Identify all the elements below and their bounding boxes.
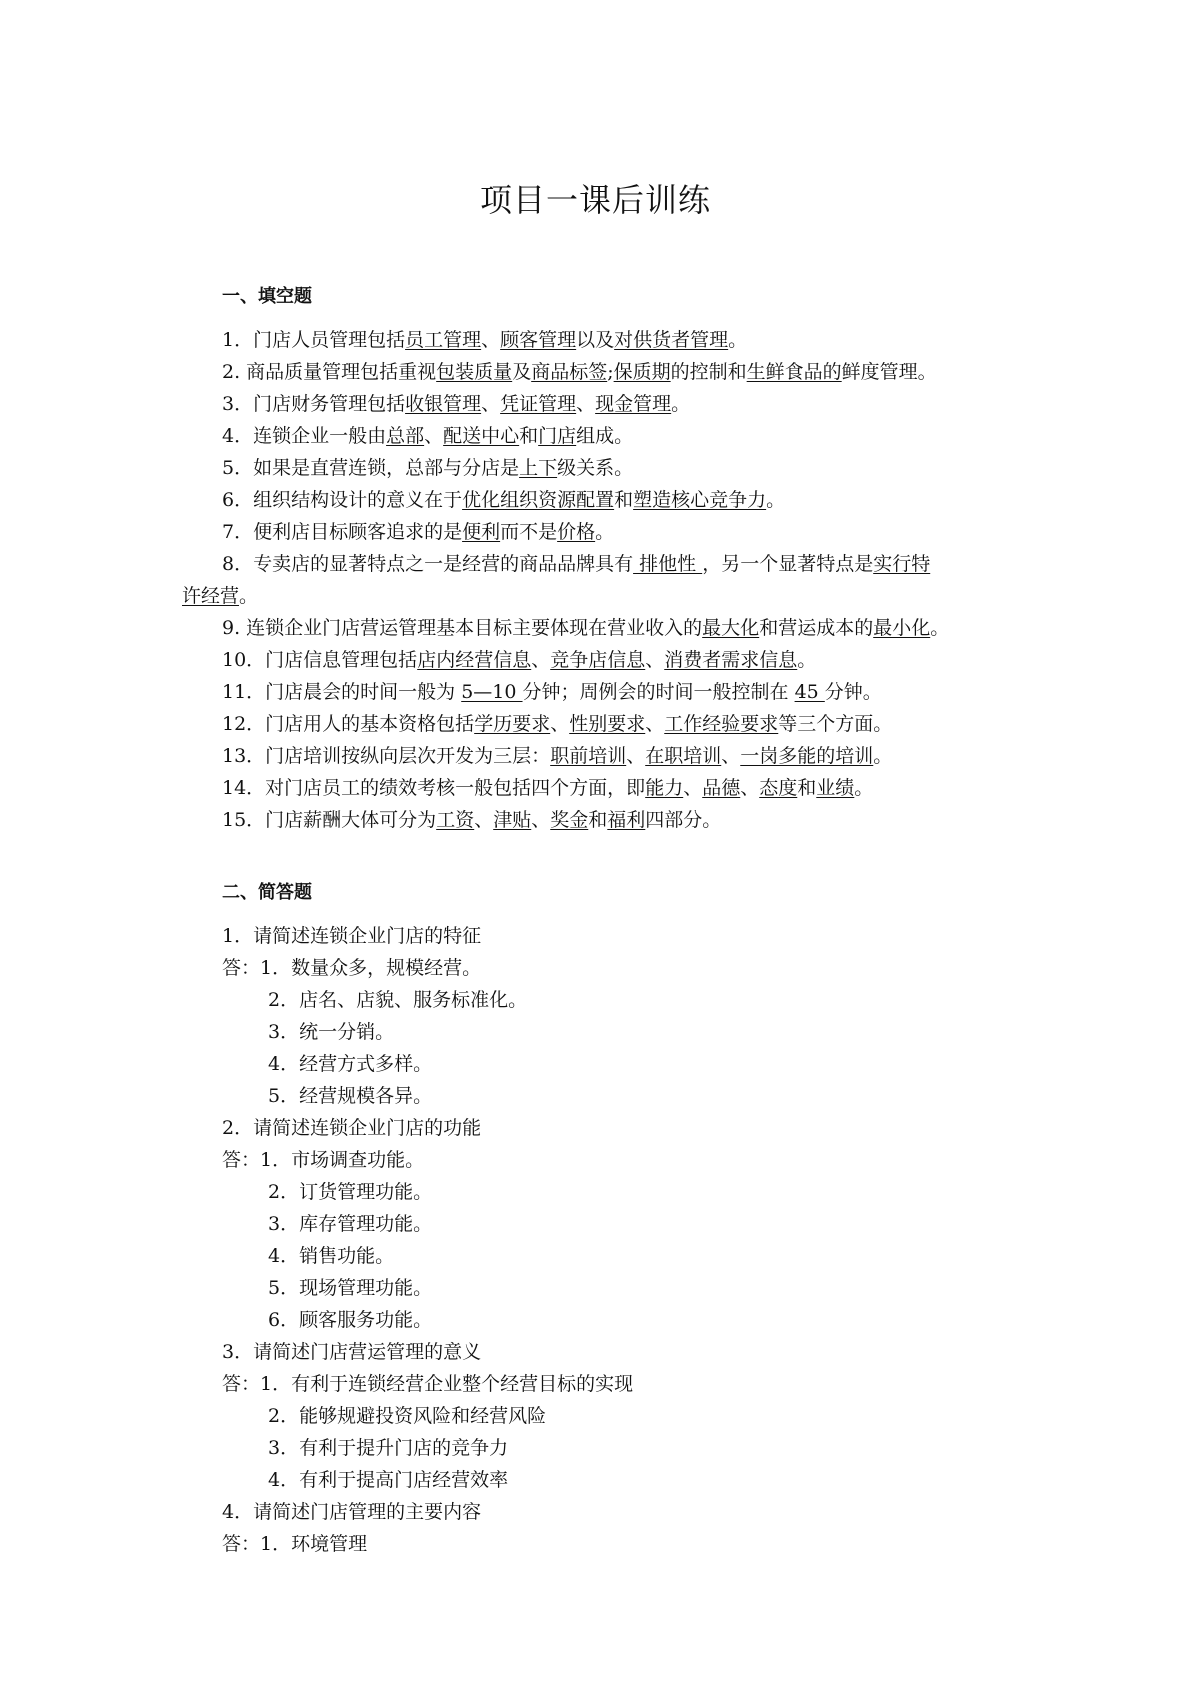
sa-answer-2-4: 4．销售功能。: [268, 1245, 395, 1267]
question-3: 3．门店财务管理包括收银管理、凭证管理、现金管理。: [222, 393, 691, 415]
sa-question-2: 2．请简述连锁企业门店的功能: [222, 1117, 482, 1139]
question-2: 2. 商品质量管理包括重视包装质量及商品标签;保质期的控制和生鲜食品的鲜度管理。: [222, 361, 937, 383]
question-11: 11．门店晨会的时间一般为 5—10 分钟；周例会的时间一般控制在 45 分钟。: [222, 681, 882, 703]
question-14: 14．对门店员工的绩效考核一般包括四个方面，即能力、品德、态度和业绩。: [222, 777, 874, 799]
question-7: 7．便利店目标顾客追求的是便利而不是价格。: [222, 521, 615, 543]
sa-answer-1-1: 答：1．数量众多，规模经营。: [222, 957, 482, 979]
question-10: 10．门店信息管理包括店内经营信息、竞争店信息、消费者需求信息。: [222, 649, 817, 671]
sa-answer-2-1: 答：1．市场调查功能。: [222, 1149, 425, 1171]
sa-answer-1-5: 5．经营规模各异。: [268, 1085, 433, 1107]
sa-answer-3-2: 2．能够规避投资风险和经营风险: [268, 1405, 547, 1427]
question-6: 6．组织结构设计的意义在于优化组织资源配置和塑造核心竞争力。: [222, 489, 786, 511]
sa-answer-1-3: 3．统一分销。: [268, 1021, 395, 1043]
sa-answer-3-4: 4．有利于提高门店经营效率: [268, 1469, 509, 1491]
sa-answer-2-3: 3．库存管理功能。: [268, 1213, 433, 1235]
sa-question-3: 3．请简述门店营运管理的意义: [222, 1341, 482, 1363]
question-1: 1．门店人员管理包括员工管理、顾客管理以及对供货者管理。: [222, 329, 748, 351]
sa-answer-1-2: 2．店名、店貌、服务标准化。: [268, 989, 528, 1011]
question-12: 12．门店用人的基本资格包括学历要求、性别要求、工作经验要求等三个方面。: [222, 713, 893, 735]
sa-answer-2-6: 6．顾客服务功能。: [268, 1309, 433, 1331]
sa-question-4: 4．请简述门店管理的主要内容: [222, 1501, 482, 1523]
question-8-line-1: 8．专卖店的显著特点之一是经营的商品品牌具有 排他性 ，另一个显著特点是实行特: [222, 553, 931, 575]
sa-answer-1-4: 4．经营方式多样。: [268, 1053, 433, 1075]
question-4: 4．连锁企业一般由总部、配送中心和门店组成。: [222, 425, 634, 447]
sa-answer-3-1: 答：1．有利于连锁经营企业整个经营目标的实现: [222, 1373, 634, 1395]
sa-question-1: 1．请简述连锁企业门店的特征: [222, 925, 482, 947]
question-13: 13．门店培训按纵向层次开发为三层：职前培训、在职培训、一岗多能的培训。: [222, 745, 893, 767]
page-title: 项目一课后训练: [479, 181, 711, 219]
section-heading-short-answer: 二、简答题: [222, 882, 312, 903]
section-heading-fill-in: 一、填空题: [222, 286, 312, 307]
question-8-line-2: 许经营。: [182, 585, 259, 607]
question-9: 9. 连锁企业门店营运管理基本目标主要体现在营业收入的最大化和营运成本的最小化。: [222, 617, 950, 639]
sa-answer-2-2: 2．订货管理功能。: [268, 1181, 433, 1203]
sa-answer-3-3: 3．有利于提升门店的竞争力: [268, 1437, 509, 1459]
sa-answer-4-1: 答：1．环境管理: [222, 1533, 368, 1555]
sa-answer-2-5: 5．现场管理功能。: [268, 1277, 433, 1299]
question-15: 15．门店薪酬大体可分为工资、津贴、奖金和福利四部分。: [222, 809, 722, 831]
question-5: 5．如果是直营连锁，总部与分店是上下级关系。: [222, 457, 634, 479]
